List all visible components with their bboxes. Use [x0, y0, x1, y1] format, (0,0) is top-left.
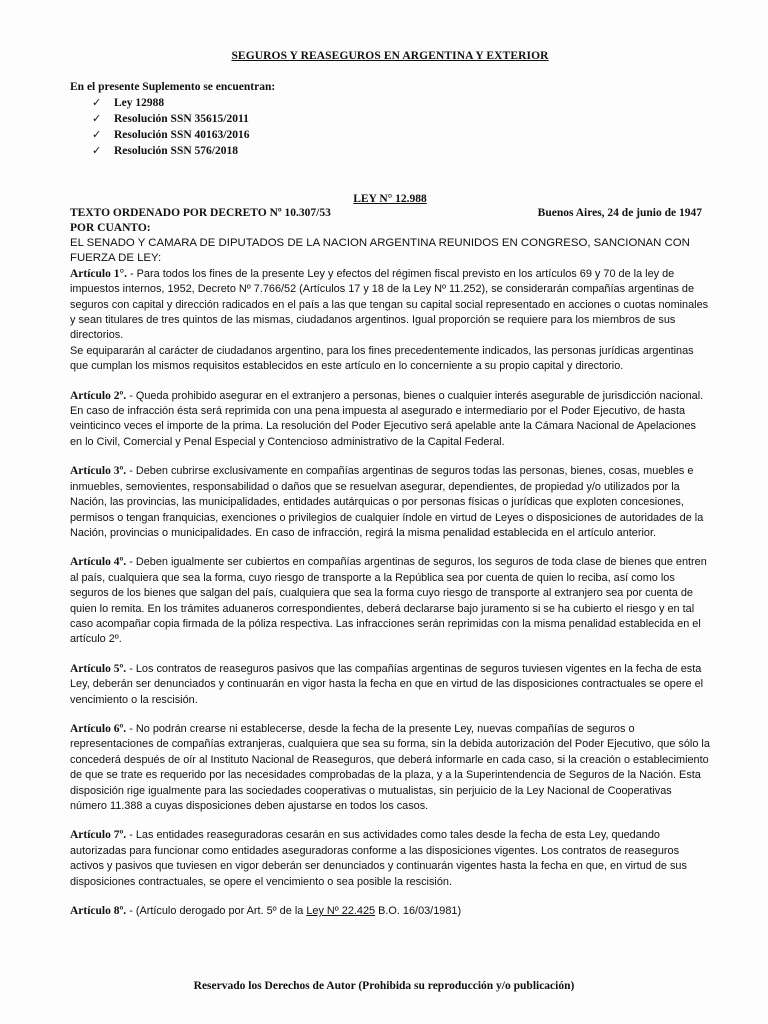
- article-1: [70, 267, 710, 344]
- law-date: Buenos Aires, 24 de junio de 1947: [537, 207, 702, 219]
- law-title: LEY N° 12.988: [353, 193, 427, 205]
- article-label: Artículo 7º.: [70, 829, 127, 842]
- article-6: [70, 722, 710, 814]
- enacting-clause: EL SENADO Y CAMARA DE DIPUTADOS DE LA NACION ARGENTINA REUNIDOS EN CONGRESO, SANCIONAN CON FUERZA DE LEY:: [70, 237, 690, 265]
- article-text: - (Artículo derogado por Art. 5º de la: [126, 905, 307, 918]
- article-label: Artículo 2º.: [70, 389, 127, 402]
- article-4: [70, 555, 710, 647]
- article-text: - Para todos los fines de la presente Ley y efectos del régimen fiscal previsto en los artículos 69 y 70 de la ley de impuestos internos, 1952, Decreto Nº 7.766/52 (Artículos 17 y 18 de la Ley Nº 11.252), se considerarán compañías argentinas de seguros con capital y dirección radicados en el país a las que tengan su capital social representado en acciones o cuotas nominales y sean titulares de tres quintos de las mismas, ciudadanos argentinos. Igual proporción se requiere para los miembros de sus directorios.: [70, 267, 709, 342]
- article-label: Artículo 5º.: [70, 662, 127, 675]
- article-text: - Deben igualmente ser cubiertos en compañías argentinas de seguros, los seguros de toda clase de bienes que entren al país, cualquiera que sea la forma, cuyo riesgo de transporte a la República sea por cuenta de quien lo reciba, así como los seguros de los bienes que salgan del país, cualquiera que sea la forma cuyo riesgo de transporte al extranjero sea por cuenta de quien lo remita. En los trámites aduaneros correspondientes, deberá declararse bajo juramento si se ha cubierto el riesgo y en tal caso acompañar copia firmada de la póliza respectiva. Las infracciones serán reprimidas con la misma penalidad establecida en el artículo 2º.: [70, 556, 707, 646]
- decree-row: [70, 206, 710, 221]
- article-8: [70, 904, 710, 919]
- checkmark-icon: ✓: [92, 112, 102, 125]
- article-2: [70, 389, 710, 451]
- article-label: Artículo 3º.: [70, 465, 127, 478]
- list-item: [92, 143, 710, 159]
- decree-reference: TEXTO ORDENADO POR DECRETO Nº 10.307/53: [70, 207, 331, 219]
- list-item-label: Resolución SSN 40163/2016: [114, 129, 250, 141]
- checkmark-icon: ✓: [92, 144, 102, 157]
- supplement-intro: En el presente Suplemento se encuentran:: [70, 81, 276, 93]
- list-item-label: Resolución SSN 35615/2011: [114, 113, 249, 125]
- list-item: [92, 111, 710, 127]
- article-label: Artículo 8º.: [70, 905, 127, 918]
- list-item: [92, 95, 710, 111]
- document-body: [70, 50, 710, 919]
- article-text: - Queda prohibido asegurar en el extranjero a personas, bienes o cualquier interés asegurable de jurisdicción nacional. En caso de infracción ésta será reprimida con una pena impuesta al asegurado e intermediario por el Poder Ejecutivo, de hasta veinticinco veces el importe de la prima. La resolución del Poder Ejecutivo será apelable ante la Cámara Nacional de Apelaciones en lo Civil, Comercial y Penal Especial y Contencioso administrativo de la Capital Federal.: [70, 389, 704, 448]
- article-text: - No podrán crearse ni establecerse, desde la fecha de la presente Ley, nuevas compañías de seguros o representaciones de compañías extranjeras, cualquiera que sea su forma, sin la debida autorización del Poder Ejecutivo, que sólo la concederá después de oír al Instituto Nacional de Reaseguros, que deberá informarle en cada caso, si la creación o establecimiento de que se trate es requerido por las necesidades comprobadas de la plaza, y a la Superintendencia de Seguros de la Nación. Esta disposición rige igualmente para las sociedades cooperativas o mutualistas, sin perjuicio de la Ley Nacional de Cooperativas número 11.388 a cuyas disposiciones deben ajustarse en todos los casos.: [70, 722, 710, 812]
- checkmark-icon: ✓: [92, 128, 102, 141]
- article-label: Artículo 1°.: [70, 267, 127, 280]
- article-3: [70, 464, 710, 541]
- law-link[interactable]: Ley Nº 22.425: [306, 905, 376, 918]
- por-cuanto-heading: POR CUANTO:: [70, 222, 151, 234]
- document-title: SEGUROS Y REASEGUROS EN ARGENTINA Y EXTERIOR: [231, 50, 549, 62]
- list-item: [92, 127, 710, 143]
- list-item-label: Resolución SSN 576/2018: [114, 145, 238, 157]
- checkmark-icon: ✓: [92, 96, 102, 109]
- list-item-label: Ley 12988: [114, 97, 165, 109]
- article-label: Artículo 6º.: [70, 722, 127, 735]
- article-1-paragraph-2: Se equipararán al carácter de ciudadanos argentino, para los fines precedentemente indicados, las personas jurídicas argentinas que cumplan los mismos requisitos establecidos en este artículo en lo concerniente a su propio capital y directorio.: [70, 344, 694, 373]
- article-text-end: B.O. 16/03/1981): [375, 905, 462, 918]
- article-label: Artículo 4º.: [70, 556, 127, 569]
- article-text: - Deben cubrirse exclusivamente en compañías argentinas de seguros todas las personas, bienes, cosas, muebles e inmuebles, semovientes, responsabilidad o daños que se resuelvan asegurar, dependientes, de propiedad y/o utilizados por la Nación, las provincias, las municipalidades, entidades autárquicas o por personas físicas o jurídicas que exploten concesiones, permisos o tengan franquicias, exenciones o privilegios de cualquier índole en virtud de Leyes o disposiciones de autoridades de la Nación, provincias o municipalidades. En caso de infracción, regirá la misma penalidad establecida en el artículo anterior.: [70, 465, 704, 539]
- copyright-footer: Reservado los Derechos de Autor (Prohibida su reproducción y/o publicación): [193, 979, 575, 992]
- article-text: - Las entidades reaseguradoras cesarán en sus actividades como tales desde la fecha de esta Ley, quedando autorizadas para funcionar como entidades aseguradoras conforme a las disposiciones vigentes. Los contratos de reaseguros activos y pasivos que tuviesen en vigor deberán ser denunciados y continuarán vigentes hasta la fecha en que, en virtud de sus disposiciones contractuales, se opere el vencimiento o sea posible la rescisión.: [70, 829, 687, 888]
- supplement-list: [92, 95, 710, 159]
- article-text: - Los contratos de reaseguros pasivos que las compañías argentinas de seguros tuviesen vigentes en la fecha de esta Ley, deberán ser denunciados y continuarán en vigor hasta la fecha en que en virtud de las disposiciones contractuales se opere el vencimiento o la rescisión.: [70, 662, 704, 706]
- article-7: [70, 828, 710, 890]
- article-5: [70, 662, 710, 708]
